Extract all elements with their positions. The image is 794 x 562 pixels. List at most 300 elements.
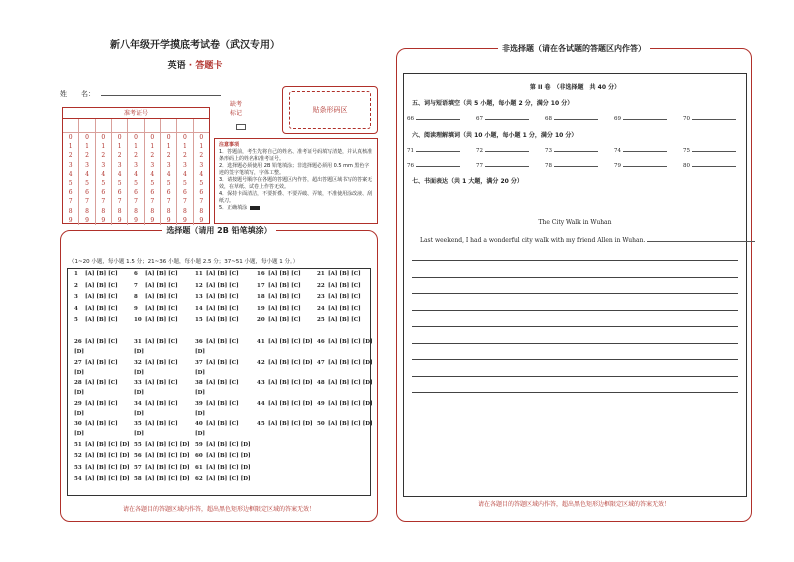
- id-digit-bubble[interactable]: 0: [199, 134, 204, 141]
- id-digit-bubble[interactable]: 7: [150, 198, 155, 206]
- id-digit-bubble[interactable]: 8: [68, 207, 73, 215]
- answer-options[interactable]: [A] [B] [C] [D]: [268, 339, 313, 345]
- id-digit-bubble[interactable]: 2: [117, 152, 122, 160]
- answer-options[interactable]: [A] [B] [C]: [85, 294, 118, 300]
- fill-in-blank[interactable]: [614, 114, 667, 122]
- question-row[interactable]: [317, 360, 373, 366]
- question-number: 20: [257, 317, 265, 323]
- question-row[interactable]: [195, 380, 239, 386]
- question-row[interactable]: [195, 453, 251, 459]
- option-d-bubble[interactable]: [D]: [74, 431, 84, 437]
- id-digit-bubble[interactable]: 7: [166, 198, 171, 206]
- fill-in-blank[interactable]: [476, 114, 529, 122]
- question-row[interactable]: [134, 317, 178, 323]
- option-d-bubble[interactable]: [D]: [74, 369, 84, 376]
- answer-options[interactable]: [A] [B] [C] [D]: [328, 380, 373, 386]
- question-row[interactable]: [74, 339, 118, 345]
- id-digit-bubble[interactable]: 0: [150, 134, 155, 141]
- id-digit-bubble[interactable]: 4: [101, 170, 106, 178]
- id-digit-bubble[interactable]: 4: [117, 170, 122, 178]
- question-row[interactable]: [195, 294, 239, 300]
- question-row[interactable]: [257, 339, 313, 345]
- question-row[interactable]: [317, 401, 373, 407]
- id-digit-bubble[interactable]: 9: [134, 216, 138, 224]
- answer-options[interactable]: [A] [B] [C] [D]: [206, 441, 251, 448]
- question-row[interactable]: [74, 401, 118, 407]
- question-row[interactable]: [257, 401, 313, 407]
- question-row[interactable]: [134, 465, 190, 471]
- fill-in-blank[interactable]: [407, 146, 460, 154]
- id-digit-bubble[interactable]: 4: [183, 170, 187, 178]
- question-number: 14: [195, 305, 203, 312]
- blank-line[interactable]: [416, 161, 460, 167]
- answer-options[interactable]: [A] [B] [C] [D]: [85, 464, 130, 471]
- id-write-box[interactable]: [145, 119, 160, 133]
- id-digit-bubble[interactable]: 0: [101, 134, 106, 141]
- id-digit-bubble[interactable]: 9: [150, 216, 155, 224]
- question-row[interactable]: [134, 380, 178, 386]
- question-row[interactable]: [257, 271, 301, 277]
- question-row[interactable]: [257, 294, 301, 300]
- answer-options[interactable]: [A] [B] [C]: [206, 305, 239, 312]
- answer-options[interactable]: [A] [B] [C]: [328, 282, 361, 289]
- id-digit-bubble[interactable]: 5: [68, 180, 73, 188]
- answer-options[interactable]: [A] [B] [C]: [85, 339, 118, 345]
- id-digit-bubble[interactable]: 7: [199, 198, 204, 206]
- question-row[interactable]: [195, 317, 239, 323]
- answer-options[interactable]: [A] [B] [C]: [145, 305, 178, 312]
- id-digit-bubble[interactable]: 8: [199, 207, 204, 215]
- answer-options[interactable]: [A] [B] [C]: [145, 400, 178, 407]
- question-row[interactable]: [134, 442, 190, 448]
- question-row[interactable]: [195, 476, 251, 482]
- answer-options[interactable]: [A] [B] [C] [D]: [328, 359, 373, 366]
- question-row[interactable]: [74, 465, 130, 471]
- answer-options[interactable]: [A] [B] [C]: [85, 359, 118, 366]
- answer-options[interactable]: [A] [B] [C]: [206, 400, 239, 407]
- answer-options[interactable]: [A] [B] [C] [D]: [145, 476, 190, 482]
- id-digit-bubble[interactable]: 6: [199, 189, 204, 197]
- option-d-bubble[interactable]: [D]: [195, 431, 205, 437]
- question-number: 13: [195, 294, 203, 300]
- id-digit-bubble[interactable]: 8: [150, 207, 155, 215]
- question-row[interactable]: [74, 453, 130, 459]
- option-d-bubble[interactable]: [D]: [195, 349, 205, 355]
- answer-options[interactable]: [A] [B] [C]: [145, 359, 178, 366]
- question-row[interactable]: [195, 306, 239, 312]
- id-digit-bubble[interactable]: 3: [68, 161, 73, 169]
- absent-checkbox[interactable]: [236, 124, 246, 130]
- answer-options[interactable]: [A] [B] [C] [D]: [268, 400, 313, 407]
- id-digit-bubble[interactable]: 1: [68, 143, 73, 151]
- id-digit-bubble[interactable]: 7: [68, 198, 73, 206]
- option-d-bubble[interactable]: [D]: [74, 410, 84, 417]
- id-digit-bubble[interactable]: 5: [117, 180, 122, 188]
- question-row[interactable]: [317, 317, 361, 323]
- question-row[interactable]: [317, 283, 361, 289]
- answer-options[interactable]: [A] [B] [C]: [85, 380, 118, 386]
- question-row[interactable]: [134, 453, 190, 459]
- id-column: [145, 119, 161, 225]
- fill-in-blank[interactable]: [614, 146, 667, 154]
- id-digit-bubble[interactable]: 4: [199, 170, 204, 178]
- answer-options[interactable]: [A] [B] [C] [D]: [268, 421, 313, 427]
- question-row[interactable]: [74, 380, 118, 386]
- id-digit-bubble[interactable]: 5: [150, 180, 155, 188]
- blank-line[interactable]: [623, 146, 667, 152]
- id-digit-bubble[interactable]: 3: [183, 161, 187, 169]
- id-digit-bubble[interactable]: 1: [134, 143, 138, 151]
- question-row[interactable]: [317, 421, 373, 427]
- id-digit-bubble[interactable]: 0: [183, 134, 187, 141]
- answer-options[interactable]: [A] [B] [C]: [328, 271, 361, 277]
- question-row[interactable]: [195, 421, 239, 427]
- id-digit-bubble[interactable]: 7: [117, 198, 122, 206]
- id-digit-bubble[interactable]: 6: [68, 189, 73, 197]
- answer-options[interactable]: [A] [B] [C] [D]: [145, 464, 190, 471]
- blank-line[interactable]: [554, 161, 598, 167]
- answer-options[interactable]: [A] [B] [C]: [268, 294, 301, 300]
- non-choice-section: [396, 44, 752, 522]
- id-digit-bubble[interactable]: 8: [183, 207, 187, 215]
- essay-line[interactable]: [412, 293, 738, 294]
- question-row[interactable]: [134, 421, 178, 427]
- id-digit-bubble[interactable]: 1: [166, 143, 171, 151]
- id-digit-bubble[interactable]: 4: [166, 170, 171, 178]
- blank-line[interactable]: [623, 161, 667, 167]
- question-number: 25: [317, 317, 325, 323]
- essay-first-line[interactable]: [647, 236, 755, 242]
- answer-options[interactable]: [A] [B] [C]: [145, 282, 178, 289]
- id-write-box[interactable]: [63, 119, 78, 133]
- answer-options[interactable]: [A] [B] [C]: [85, 317, 118, 323]
- answer-options[interactable]: [A] [B] [C]: [328, 294, 361, 300]
- question-row[interactable]: [317, 306, 361, 312]
- question-number: 30: [74, 421, 82, 427]
- question-row[interactable]: [74, 294, 118, 300]
- id-digit-bubble[interactable]: 5: [166, 180, 171, 188]
- question-row[interactable]: [317, 339, 373, 345]
- id-write-box[interactable]: [194, 119, 209, 133]
- id-digit-bubble[interactable]: 6: [150, 189, 155, 197]
- fill-in-blank[interactable]: [545, 114, 598, 122]
- id-digit-bubble[interactable]: 9: [117, 216, 122, 224]
- question-row[interactable]: [74, 283, 118, 289]
- option-d-bubble[interactable]: [D]: [134, 369, 144, 376]
- essay-line[interactable]: [412, 260, 738, 261]
- question-row[interactable]: [195, 465, 251, 471]
- question-row[interactable]: [195, 283, 239, 289]
- answer-options[interactable]: [A] [B] [C]: [145, 294, 178, 300]
- id-digit-bubble[interactable]: 1: [150, 143, 155, 151]
- question-row[interactable]: [195, 271, 239, 277]
- id-digit-bubble[interactable]: 6: [85, 189, 89, 197]
- option-d-bubble[interactable]: [D]: [74, 349, 84, 355]
- id-digit-bubble[interactable]: 4: [150, 170, 155, 178]
- essay-line[interactable]: [412, 359, 738, 360]
- question-row[interactable]: [257, 283, 301, 289]
- option-d-bubble[interactable]: [D]: [195, 410, 205, 417]
- answer-options[interactable]: [A] [B] [C]: [85, 400, 118, 407]
- id-digit-bubble[interactable]: 6: [134, 189, 138, 197]
- option-d-bubble[interactable]: [D]: [134, 390, 144, 396]
- fill-in-blank[interactable]: [407, 114, 460, 122]
- essay-line[interactable]: [412, 343, 738, 344]
- id-digit-bubble[interactable]: 0: [166, 134, 171, 141]
- id-digit-bubble[interactable]: 8: [134, 207, 138, 215]
- blank-line[interactable]: [485, 114, 529, 120]
- question-number: 18: [257, 294, 265, 300]
- question-number: 12: [195, 282, 203, 289]
- answer-options[interactable]: [A] [B] [C]: [206, 282, 239, 289]
- id-digit-bubble[interactable]: 3: [150, 161, 155, 169]
- question-row[interactable]: [74, 476, 130, 482]
- answer-card-label: 答题卡: [195, 61, 223, 71]
- answer-options[interactable]: [A] [B] [C]: [206, 421, 239, 427]
- option-d-bubble[interactable]: [D]: [195, 369, 205, 376]
- essay-line[interactable]: [412, 392, 738, 393]
- question-row[interactable]: [134, 339, 178, 345]
- id-digit-bubble[interactable]: 7: [85, 198, 89, 206]
- id-digit-bubble[interactable]: 9: [199, 216, 204, 224]
- question-row[interactable]: [317, 380, 373, 386]
- answer-options[interactable]: [A] [B] [C]: [145, 339, 178, 345]
- nc-warning: 请在各题目的答题区域内作答，超出黑色矩形边框限定区域的答案无效！: [477, 501, 670, 508]
- blank-line[interactable]: [692, 161, 736, 167]
- question-number: 28: [74, 380, 82, 386]
- blank-line[interactable]: [623, 114, 667, 120]
- id-digit-bubble[interactable]: 9: [85, 216, 89, 224]
- id-digit-bubble[interactable]: 1: [85, 143, 89, 151]
- fill-in-blank[interactable]: [545, 161, 598, 169]
- question-row[interactable]: [257, 317, 301, 323]
- id-write-box[interactable]: [177, 119, 192, 133]
- question-number: 43: [257, 380, 265, 386]
- question-row[interactable]: [74, 306, 118, 312]
- id-digit-bubble[interactable]: 0: [85, 134, 89, 141]
- question-row[interactable]: [134, 476, 190, 482]
- id-digit-bubble[interactable]: 2: [166, 152, 171, 160]
- answer-options[interactable]: [A] [B] [C]: [328, 305, 361, 312]
- essay-line[interactable]: [412, 376, 738, 377]
- question-number: 40: [195, 421, 203, 427]
- id-digit-bubble[interactable]: 6: [101, 189, 106, 197]
- name-field[interactable]: [101, 88, 221, 96]
- id-write-box[interactable]: [79, 119, 94, 133]
- blank-line[interactable]: [485, 161, 529, 167]
- option-d-bubble[interactable]: [D]: [74, 390, 84, 396]
- id-digit-bubble[interactable]: 6: [183, 189, 187, 197]
- option-d-bubble[interactable]: [D]: [134, 349, 144, 355]
- id-digit-bubble[interactable]: 3: [101, 161, 106, 169]
- question-row[interactable]: [74, 421, 118, 427]
- answer-options[interactable]: [A] [B] [C]: [206, 294, 239, 300]
- question-row[interactable]: [74, 317, 118, 323]
- answer-options[interactable]: [A] [B] [C] [D]: [206, 476, 251, 482]
- fill-in-blank[interactable]: [476, 146, 529, 154]
- answer-options[interactable]: [A] [B] [C] [D]: [85, 453, 130, 459]
- question-number: 23: [317, 294, 325, 300]
- question-row[interactable]: [195, 360, 239, 366]
- answer-options[interactable]: [A] [B] [C]: [85, 305, 118, 312]
- answer-options[interactable]: [A] [B] [C]: [206, 271, 239, 277]
- id-digit-bubble[interactable]: 4: [68, 170, 73, 178]
- question-row[interactable]: [257, 421, 313, 427]
- id-digit-bubble[interactable]: 7: [183, 198, 187, 206]
- id-digit-bubble[interactable]: 8: [166, 207, 171, 215]
- id-digit-bubble[interactable]: 2: [150, 152, 155, 160]
- answer-options[interactable]: [A] [B] [C] [D]: [85, 441, 130, 448]
- question-row[interactable]: [257, 360, 313, 366]
- id-digit-bubble[interactable]: 1: [117, 143, 122, 151]
- answer-options[interactable]: [A] [B] [C]: [206, 359, 239, 366]
- question-row[interactable]: [74, 360, 118, 366]
- id-digit-bubble[interactable]: 8: [101, 207, 106, 215]
- answer-options[interactable]: [A] [B] [C] [D]: [85, 476, 130, 482]
- answer-options[interactable]: [A] [B] [C] [D]: [268, 359, 313, 366]
- essay-line[interactable]: [412, 277, 738, 278]
- question-row[interactable]: [257, 380, 313, 386]
- fill-in-blank[interactable]: [683, 146, 736, 154]
- answer-options[interactable]: [A] [B] [C] [D]: [145, 453, 190, 459]
- question-row[interactable]: [257, 306, 301, 312]
- answer-options[interactable]: [A] [B] [C] [D]: [145, 441, 190, 448]
- answer-options[interactable]: [A] [B] [C]: [85, 421, 118, 427]
- blank-line[interactable]: [416, 114, 460, 120]
- blank-line[interactable]: [554, 114, 598, 120]
- essay-line[interactable]: [412, 326, 738, 327]
- blank-line[interactable]: [416, 146, 460, 152]
- id-digit-bubble[interactable]: 9: [68, 216, 73, 224]
- answer-options[interactable]: [A] [B] [C]: [85, 282, 118, 289]
- blank-line[interactable]: [692, 146, 736, 152]
- answer-options[interactable]: [A] [B] [C]: [206, 380, 239, 386]
- answer-options[interactable]: [A] [B] [C]: [268, 317, 301, 323]
- question-row[interactable]: [317, 271, 361, 277]
- answer-options[interactable]: [A] [B] [C]: [85, 271, 118, 277]
- id-digit-bubble[interactable]: 8: [117, 207, 122, 215]
- id-digit-bubble[interactable]: 0: [117, 134, 122, 141]
- id-digit-bubble[interactable]: 5: [85, 180, 89, 188]
- id-digit-bubble[interactable]: 3: [85, 161, 89, 169]
- student-id-label: 准考证号: [63, 108, 209, 119]
- id-digit-bubble[interactable]: 5: [101, 180, 106, 188]
- blank-number: 78: [545, 163, 552, 169]
- option-d-bubble[interactable]: [D]: [134, 431, 144, 437]
- blank-line[interactable]: [554, 146, 598, 152]
- fill-in-blank[interactable]: [407, 161, 460, 169]
- fill-in-blank[interactable]: [545, 146, 598, 154]
- answer-options[interactable]: [A] [B] [C]: [145, 421, 178, 427]
- id-digit-bubble[interactable]: 2: [85, 152, 89, 160]
- id-digit-bubble[interactable]: 2: [101, 152, 106, 160]
- id-digit-bubble[interactable]: 1: [199, 143, 204, 151]
- id-digit-bubble[interactable]: 0: [134, 134, 138, 141]
- id-write-box[interactable]: [112, 119, 127, 133]
- question-row[interactable]: [195, 442, 251, 448]
- option-d-bubble[interactable]: [D]: [195, 390, 205, 396]
- answer-options[interactable]: [A] [B] [C]: [268, 282, 301, 289]
- question-row[interactable]: [134, 271, 178, 277]
- question-row[interactable]: [74, 442, 130, 448]
- answer-options[interactable]: [A] [B] [C]: [328, 317, 361, 323]
- answer-options[interactable]: [A] [B] [C] [D]: [328, 339, 373, 345]
- answer-options[interactable]: [A] [B] [C] [D]: [328, 400, 373, 407]
- fill-in-blank[interactable]: [683, 114, 736, 122]
- id-digit-bubble[interactable]: 2: [68, 152, 73, 160]
- id-digit-bubble[interactable]: 9: [101, 216, 106, 224]
- id-write-box[interactable]: [128, 119, 143, 133]
- name-row: [60, 88, 221, 99]
- fill-in-blank[interactable]: [476, 161, 529, 169]
- id-write-box[interactable]: [96, 119, 111, 133]
- question-row[interactable]: [134, 306, 178, 312]
- id-digit-bubble[interactable]: 5: [199, 180, 204, 188]
- question-row[interactable]: [134, 401, 178, 407]
- question-row[interactable]: [195, 401, 239, 407]
- id-digit-bubble[interactable]: 1: [183, 143, 187, 151]
- fill-in-blank[interactable]: [683, 161, 736, 169]
- id-digit-bubble[interactable]: 4: [134, 170, 138, 178]
- question-row[interactable]: [317, 294, 361, 300]
- blank-line[interactable]: [692, 114, 736, 120]
- question-row[interactable]: [134, 294, 178, 300]
- id-digit-bubble[interactable]: 5: [134, 180, 138, 188]
- id-digit-bubble[interactable]: 3: [199, 161, 204, 169]
- answer-options[interactable]: [A] [B] [C]: [145, 317, 178, 323]
- id-digit-bubble[interactable]: 6: [166, 189, 171, 197]
- answer-options[interactable]: [A] [B] [C] [D]: [268, 380, 313, 386]
- id-digit-bubble[interactable]: 8: [85, 207, 89, 215]
- id-digit-bubble[interactable]: 3: [134, 161, 138, 169]
- question-row[interactable]: [134, 283, 178, 289]
- id-digit-bubble[interactable]: 7: [134, 198, 138, 206]
- answer-options[interactable]: [A] [B] [C] [D]: [206, 464, 251, 471]
- answer-options[interactable]: [A] [B] [C]: [145, 380, 178, 386]
- answer-options[interactable]: [A] [B] [C]: [268, 305, 301, 312]
- notes-title: 注意事项: [219, 142, 240, 148]
- id-digit-bubble[interactable]: 4: [85, 170, 89, 178]
- id-digit-bubble[interactable]: 2: [134, 152, 138, 160]
- answer-options[interactable]: [A] [B] [C]: [206, 339, 239, 345]
- id-digit-bubble[interactable]: 1: [101, 143, 106, 151]
- id-digit-bubble[interactable]: 5: [183, 180, 187, 188]
- question-number: 31: [134, 339, 142, 345]
- id-digit-bubble[interactable]: 2: [183, 152, 187, 160]
- id-digit-bubble[interactable]: 9: [183, 216, 187, 224]
- essay-line[interactable]: [412, 310, 738, 311]
- id-write-box[interactable]: [161, 119, 176, 133]
- question-row[interactable]: [74, 271, 118, 277]
- id-digit-bubble[interactable]: 9: [166, 216, 171, 224]
- option-d-bubble[interactable]: [D]: [134, 410, 144, 417]
- id-digit-bubble[interactable]: 0: [68, 134, 73, 141]
- answer-options[interactable]: [A] [B] [C]: [145, 271, 178, 277]
- fill-in-blank[interactable]: [614, 161, 667, 169]
- answer-options[interactable]: [A] [B] [C] [D]: [328, 421, 373, 427]
- answer-options[interactable]: [A] [B] [C]: [206, 317, 239, 323]
- id-digit-bubble[interactable]: 3: [117, 161, 122, 169]
- question-row[interactable]: [134, 360, 178, 366]
- id-digit-bubble[interactable]: 3: [166, 161, 171, 169]
- id-digit-bubble[interactable]: 2: [199, 152, 204, 160]
- id-digit-bubble[interactable]: 6: [117, 189, 122, 197]
- question-row[interactable]: [195, 339, 239, 345]
- answer-options[interactable]: [A] [B] [C] [D]: [206, 453, 251, 459]
- id-digit-bubble[interactable]: 7: [101, 198, 106, 206]
- blank-line[interactable]: [485, 146, 529, 152]
- answer-options[interactable]: [A] [B] [C]: [268, 271, 301, 277]
